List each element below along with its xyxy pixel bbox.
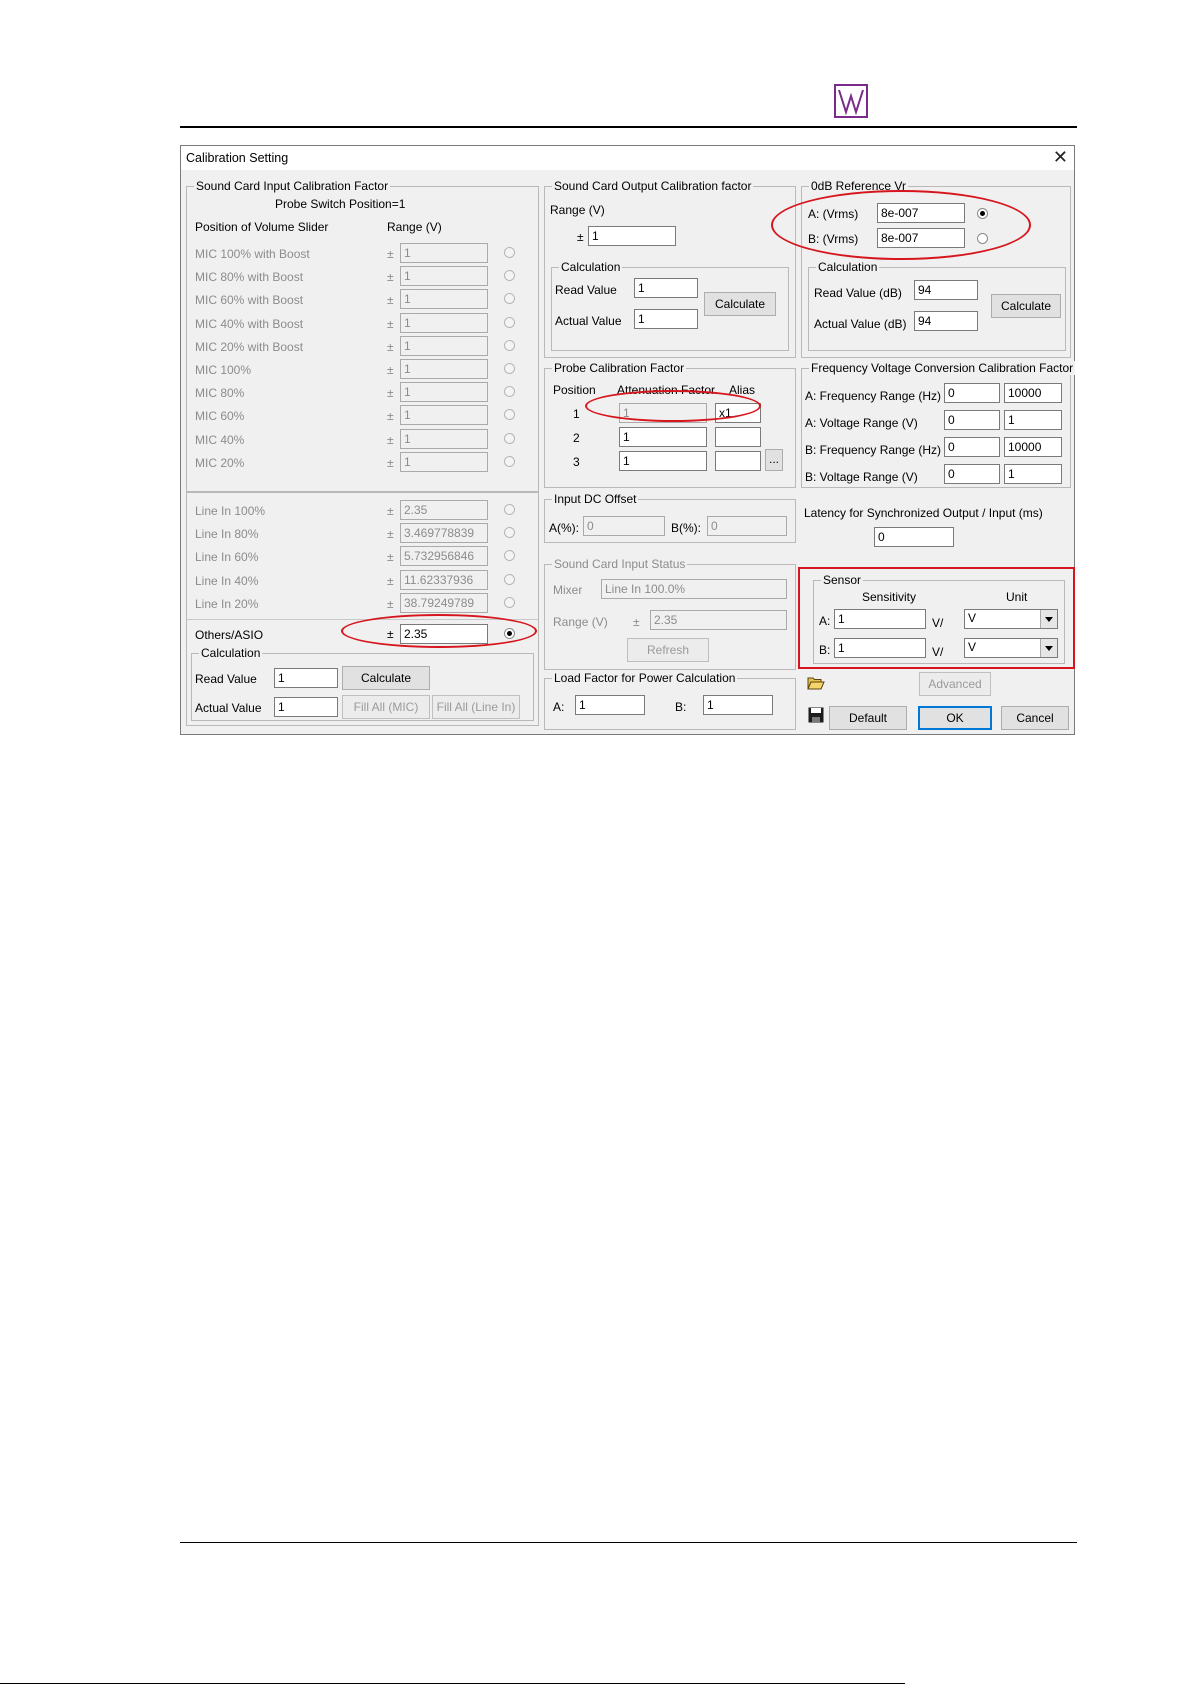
ref-b-label: B: (Vrms) — [808, 232, 859, 246]
input-read-value[interactable]: 1 — [274, 668, 338, 688]
mic-row-pm: ± — [387, 316, 394, 331]
header-rule — [180, 126, 1077, 128]
line-row-pm: ± — [387, 573, 394, 588]
dc-b-label: B(%): — [671, 521, 701, 535]
others-asio-label: Others/ASIO — [195, 628, 264, 642]
reference-title: 0dB Reference Vr — [811, 179, 906, 193]
probe-position-header: Position — [553, 383, 596, 397]
probe-calibration-group — [544, 361, 796, 488]
fv-row-max-input[interactable]: 1 — [1004, 464, 1062, 484]
mic-row-label: MIC 20% — [195, 455, 245, 470]
mic-row-pm: ± — [387, 386, 394, 401]
probe-pos-2: 2 — [573, 431, 580, 445]
input-calculate-button[interactable]: Calculate — [342, 666, 430, 690]
line-row-radio[interactable] — [504, 504, 515, 515]
ref-read-value[interactable]: 94 — [914, 280, 978, 300]
load-b-input[interactable]: 1 — [703, 695, 773, 715]
dc-offset-title: Input DC Offset — [554, 492, 637, 506]
input-calibration-title: Sound Card Input Calibration Factor — [196, 179, 389, 193]
chevron-down-icon[interactable] — [1040, 610, 1057, 628]
mic-row-pm: ± — [387, 363, 394, 377]
mic-row-radio[interactable] — [504, 433, 515, 444]
load-a-input[interactable]: 1 — [575, 695, 645, 715]
probe-alias-3[interactable] — [715, 451, 761, 471]
freq-voltage-title: Frequency Voltage Conversion Calibration Factor — [811, 361, 1074, 375]
input-status-title: Sound Card Input Status — [554, 557, 686, 571]
cancel-button[interactable]: Cancel — [1001, 706, 1069, 730]
mic-row-label: MIC 60% — [195, 409, 245, 424]
footer-rule — [180, 1542, 1077, 1543]
output-calibration-group — [544, 179, 796, 358]
fv-row-label: B: Voltage Range (V) — [805, 470, 918, 484]
input-calc-group — [191, 646, 534, 721]
line-row-radio[interactable] — [504, 574, 515, 585]
probe-att-1[interactable]: 1 — [619, 403, 707, 423]
ref-b-input[interactable]: 8e-007 — [877, 228, 965, 248]
output-range-label: Range (V) — [550, 203, 605, 217]
mic-row-pm: ± — [387, 455, 394, 470]
status-pm: ± — [633, 615, 640, 629]
probe-more-button[interactable]: ... — [765, 449, 783, 471]
load-b-label: B: — [675, 700, 687, 714]
input-actual-value[interactable]: 1 — [274, 697, 338, 717]
ref-a-input[interactable]: 8e-007 — [877, 203, 965, 223]
line-row-label: Line In 40% — [195, 573, 259, 588]
mic-row-label: MIC 40% — [195, 432, 245, 447]
ref-calc-group — [808, 260, 1066, 351]
input-status-group — [544, 557, 796, 670]
probe-alias-header: Alias — [729, 383, 756, 397]
line-row-pm: ± — [387, 504, 394, 518]
ref-a-radio[interactable] — [977, 208, 988, 219]
calibration-dialog — [180, 145, 1075, 735]
mic-row-label: MIC 20% with Boost — [195, 339, 304, 354]
output-calibration-title: Sound Card Output Calibration factor — [554, 179, 752, 193]
line-row-pm: ± — [387, 596, 394, 611]
dc-a-input[interactable]: 0 — [583, 516, 665, 536]
fill-all-mic-button[interactable]: Fill All (MIC) — [342, 695, 430, 719]
others-pm: ± — [387, 627, 394, 641]
line-row-label: Line In 100% — [195, 504, 266, 518]
line-row-pm: ± — [387, 550, 394, 565]
output-actual-value[interactable]: 1 — [634, 309, 698, 329]
mic-row-radio[interactable] — [504, 317, 515, 328]
freq-voltage-group — [801, 361, 1074, 488]
probe-pos-3: 3 — [573, 455, 580, 469]
ref-actual-label: Actual Value (dB) — [814, 317, 907, 331]
input-actual-label: Actual Value — [195, 701, 262, 715]
mic-row-pm: ± — [387, 247, 394, 261]
probe-att-2[interactable]: 1 — [619, 427, 707, 447]
fv-row-min-input[interactable]: 0 — [944, 437, 1000, 457]
mic-row-radio[interactable] — [504, 247, 515, 258]
range-header: Range (V) — [387, 220, 442, 234]
mic-row-radio[interactable] — [504, 409, 515, 420]
mic-row-label: MIC 40% with Boost — [195, 316, 304, 331]
dialog-title: Calibration Setting — [186, 151, 289, 165]
sensor-a-input[interactable]: 1 — [834, 609, 926, 629]
latency-label: Latency for Synchronized Output / Input (ms) — [804, 506, 1043, 520]
mic-row-range-input[interactable]: 1 — [400, 313, 488, 333]
mic-row-range-input[interactable]: 1 — [400, 405, 488, 425]
ok-button[interactable]: OK — [918, 706, 992, 730]
probe-alias-2[interactable] — [715, 427, 761, 447]
sensor-b-unit-select[interactable] — [964, 638, 1058, 658]
load-factor-group — [544, 671, 796, 730]
load-a-label: A: — [553, 700, 565, 714]
mic-row-label: MIC 100% — [195, 363, 252, 377]
line-row-label: Line In 80% — [195, 527, 259, 542]
line-row-pm: ± — [387, 527, 394, 542]
title-bar — [181, 146, 1074, 170]
line-row-label: Line In 20% — [195, 596, 259, 611]
line-row-range-input[interactable]: 11.62337936 — [400, 570, 488, 590]
sensor-a-label: A: — [819, 614, 831, 628]
mic-row-range-input[interactable]: 1 — [400, 336, 488, 356]
ref-calc-title: Calculation — [818, 260, 878, 274]
unit-header: Unit — [1006, 590, 1028, 604]
probe-calibration-title: Probe Calibration Factor — [554, 361, 685, 375]
output-actual-label: Actual Value — [555, 314, 622, 328]
mic-row-range-input[interactable]: 1 — [400, 289, 488, 309]
sensor-b-input[interactable]: 1 — [834, 638, 926, 658]
line-row-label: Line In 60% — [195, 550, 259, 565]
input-calc-title: Calculation — [201, 646, 261, 660]
latency-input[interactable]: 0 — [874, 527, 954, 547]
sensor-b-per: V/ — [932, 645, 944, 659]
mic-row-range-input[interactable]: 1 — [400, 429, 488, 449]
line-row-radio[interactable] — [504, 527, 515, 538]
mic-row-pm: ± — [387, 339, 394, 354]
floppy-disk-icon[interactable] — [808, 707, 824, 723]
ref-calculate-button[interactable]: Calculate — [991, 294, 1061, 318]
mixer-label: Mixer — [553, 583, 583, 597]
line-row-radio[interactable] — [504, 550, 515, 561]
virtins-logo-icon — [834, 84, 868, 118]
fv-row-max-input[interactable]: 10000 — [1004, 437, 1062, 457]
dc-b-input[interactable]: 0 — [707, 516, 787, 536]
sensor-b-label: B: — [819, 643, 831, 657]
mic-row-label: MIC 100% with Boost — [195, 247, 310, 261]
line-row-range-input[interactable]: 3.469778839 — [400, 523, 488, 543]
chevron-down-icon[interactable] — [1040, 639, 1057, 657]
sensitivity-header: Sensitivity — [862, 590, 917, 604]
mic-row-radio[interactable] — [504, 456, 515, 467]
sensor-a-unit-select[interactable] — [964, 609, 1058, 629]
others-asio-radio[interactable] — [504, 628, 515, 639]
dc-a-label: A(%): — [549, 521, 579, 535]
close-button[interactable]: ✕ — [1052, 147, 1068, 167]
fv-row-max-input[interactable]: 1 — [1004, 410, 1062, 430]
reference-group — [801, 179, 1071, 358]
mic-row-pm: ± — [387, 293, 394, 308]
position-header: Position of Volume Slider — [195, 220, 329, 234]
fv-row-min-input[interactable]: 0 — [944, 383, 1000, 403]
mic-row-range-input[interactable]: 1 — [400, 359, 488, 379]
mic-row-pm: ± — [387, 270, 394, 285]
mic-row-radio[interactable] — [504, 293, 515, 304]
mic-row-radio[interactable] — [504, 363, 515, 374]
output-pm: ± — [577, 230, 584, 244]
refresh-button[interactable]: Refresh — [627, 638, 709, 662]
mic-row-range-input[interactable]: 1 — [400, 382, 488, 402]
others-separator — [187, 619, 538, 620]
fv-row-min-input[interactable]: 0 — [944, 464, 1000, 484]
sensor-title: Sensor — [823, 573, 862, 587]
mic-row-range-input[interactable]: 1 — [400, 452, 488, 472]
line-row-radio[interactable] — [504, 597, 515, 608]
input-read-label: Read Value — [195, 672, 257, 686]
fv-row-label: B: Frequency Range (Hz) — [805, 443, 942, 457]
dc-offset-group — [544, 492, 796, 543]
ref-b-radio[interactable] — [977, 233, 988, 244]
mic-row-label: MIC 60% with Boost — [195, 293, 304, 308]
status-range-value: 2.35 — [650, 610, 787, 630]
load-factor-title: Load Factor for Power Calculation — [554, 671, 736, 685]
fv-row-label: A: Frequency Range (Hz) — [805, 389, 942, 403]
mic-row-radio[interactable] — [504, 340, 515, 351]
default-button[interactable]: Default — [829, 706, 907, 730]
mixer-value: Line In 100.0% — [601, 579, 787, 599]
probe-alias-1[interactable]: x1 — [715, 403, 761, 423]
line-row-range-input[interactable]: 2.35 — [400, 500, 488, 520]
sensor-a-unit-value: V — [968, 611, 977, 625]
line-in-group — [186, 492, 539, 726]
sensor-group — [813, 573, 1065, 664]
line-row-range-input[interactable]: 38.79249789 — [400, 593, 488, 613]
mic-row-radio[interactable] — [504, 386, 515, 397]
mic-row-pm: ± — [387, 432, 394, 447]
probe-att-3[interactable]: 1 — [619, 451, 707, 471]
output-calc-group — [551, 260, 789, 351]
probe-switch-position: Probe Switch Position=1 — [275, 197, 406, 211]
ref-read-label: Read Value (dB) — [814, 286, 902, 300]
fv-row-min-input[interactable]: 0 — [944, 410, 1000, 430]
others-asio-range-input[interactable]: 2.35 — [400, 624, 488, 644]
status-range-label: Range (V) — [553, 615, 608, 629]
output-range-input[interactable]: 1 — [588, 226, 676, 246]
mic-row-range-input[interactable]: 1 — [400, 243, 488, 263]
sensor-a-per: V/ — [932, 616, 944, 630]
mic-row-radio[interactable] — [504, 270, 515, 281]
mic-row-label: MIC 80% with Boost — [195, 270, 304, 285]
input-calibration-group — [186, 179, 539, 492]
folder-open-icon[interactable] — [807, 676, 825, 690]
probe-pos-1: 1 — [573, 407, 580, 421]
output-calculate-button[interactable]: Calculate — [704, 292, 776, 316]
fill-all-line-in-button[interactable]: Fill All (Line In) — [432, 695, 520, 719]
line-row-range-input[interactable]: 5.732956846 — [400, 546, 488, 566]
mic-row-label: MIC 80% — [195, 386, 245, 401]
bottom-rule — [0, 1683, 905, 1684]
probe-att-header: Attenuation Factor — [617, 383, 716, 397]
output-read-label: Read Value — [555, 283, 617, 297]
sensor-b-unit-value: V — [968, 640, 977, 654]
advanced-button[interactable]: Advanced — [919, 672, 991, 696]
output-calc-title: Calculation — [561, 260, 621, 274]
ref-actual-value[interactable]: 94 — [914, 311, 978, 331]
mic-row-range-input[interactable]: 1 — [400, 266, 488, 286]
output-read-value[interactable]: 1 — [634, 278, 698, 298]
ref-a-label: A: (Vrms) — [808, 207, 859, 221]
mic-row-pm: ± — [387, 409, 394, 424]
fv-row-max-input[interactable]: 10000 — [1004, 383, 1062, 403]
fv-row-label: A: Voltage Range (V) — [805, 416, 918, 430]
